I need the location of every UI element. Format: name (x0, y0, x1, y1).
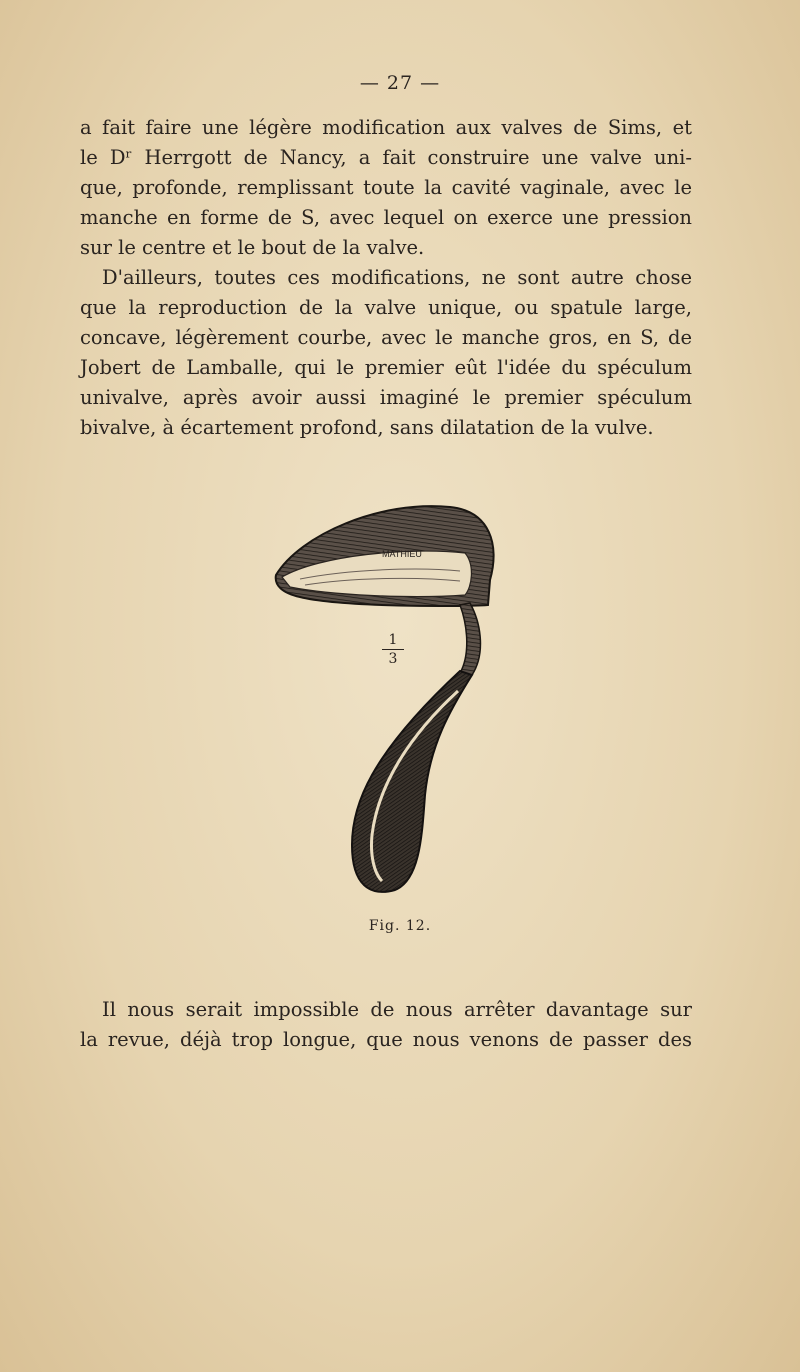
text-line: manche en forme de S, avec lequel on exerce une pression (80, 206, 692, 229)
body-text-lower (80, 995, 692, 1055)
body-text-upper (80, 113, 692, 443)
text-line: que la reproduction de la valve unique, ou spatule large, (80, 296, 692, 319)
paragraph-3 (80, 995, 692, 1055)
scale-numerator: 1 (388, 632, 398, 648)
text-line: le Dʳ Herrgott de Nancy, a fait construire une valve uni- (80, 146, 692, 169)
fraction-bar (382, 649, 404, 650)
text-line: Il nous serait impossible de nous arrêter davantage sur (102, 998, 692, 1021)
maker-mark: MATHIEU (382, 549, 422, 559)
text-line: que, profonde, remplissant toute la cavité vaginale, avec le (80, 176, 692, 199)
paragraph-2 (80, 263, 692, 443)
text-line: univalve, après avoir aussi imaginé le premier spéculum (80, 386, 692, 409)
text-line: Jobert de Lamballe, qui le premier eût l'idée du spéculum (80, 356, 692, 379)
speculum-handle (352, 671, 472, 892)
text-line: a fait faire une légère modification aux valves de Sims, et (80, 116, 692, 139)
speculum-illustration (260, 495, 520, 905)
text-line: D'ailleurs, toutes ces modifications, ne sont autre chose (102, 266, 692, 289)
speculum-neck (460, 603, 480, 675)
text-line: concave, légèrement courbe, avec le manche gros, en S, de (80, 326, 692, 349)
paragraph-1 (80, 113, 692, 263)
scale-fraction (378, 632, 408, 667)
page-number: — 27 — (359, 72, 441, 94)
text-line: sur le centre et le bout de la valve. (80, 236, 425, 259)
figure-caption: Fig. 12. (368, 918, 432, 934)
text-line: bivalve, à écartement profond, sans dilatation de la vulve. (80, 416, 654, 439)
text-line: la revue, déjà trop longue, que nous venons de passer des (80, 1028, 692, 1051)
scale-denominator: 3 (388, 651, 398, 667)
